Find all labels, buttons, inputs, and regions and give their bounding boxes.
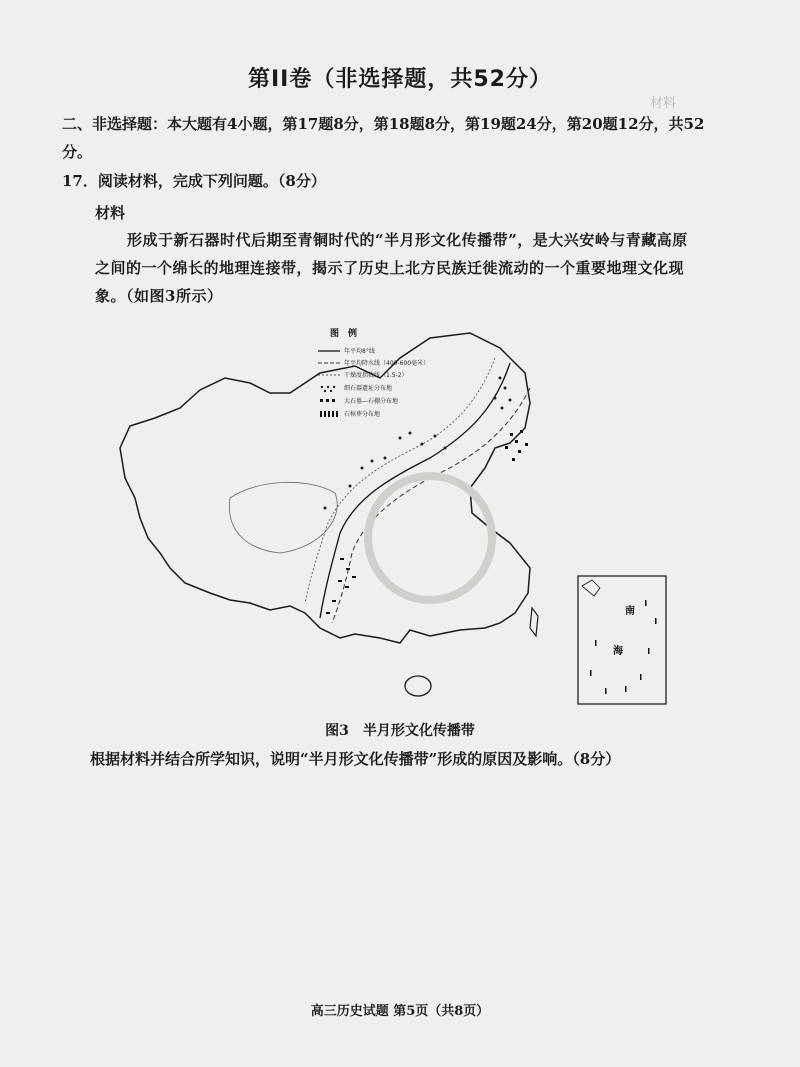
half-moon-belt-map xyxy=(100,318,700,718)
section-heading: 二、非选择题：本大题有4小题，第17题8分，第18题8分，第19题24分，第20题12分，共52分。 xyxy=(62,115,705,161)
figure-caption: 图3 半月形文化传播带 xyxy=(325,723,475,739)
legend-title: 图 例 xyxy=(330,329,358,339)
legend-item: 年平均降水线（400-600毫米） xyxy=(344,360,430,367)
volume-title: 第II卷（非选择题，共52分） xyxy=(248,67,552,92)
legend-item: 细石器遗址分布地 xyxy=(344,385,393,392)
question-17-stem: 17．阅读材料，完成下列问题。（8分） xyxy=(62,172,326,190)
legend-item: 大石墓—石棚分布地 xyxy=(344,398,399,405)
stone-tomb-sites xyxy=(505,430,528,461)
bleed-through-text: 材料 xyxy=(650,96,677,111)
material-label: 材料 xyxy=(95,204,126,222)
seal-watermark xyxy=(368,476,492,600)
precipitation-line xyxy=(332,388,530,623)
legend-item: 干燥度指数线（1.5-2） xyxy=(344,372,408,379)
microlith-sites xyxy=(324,377,512,510)
south-china-sea-inset xyxy=(578,576,666,704)
hainan-island xyxy=(405,676,431,696)
dryness-loop xyxy=(229,482,337,553)
map-legend xyxy=(318,327,429,418)
inset-label: 海 xyxy=(613,646,623,657)
inset-label: 南 xyxy=(625,606,635,617)
stone-coffin-sites xyxy=(326,558,356,614)
legend-item: 石棺葬分布地 xyxy=(344,411,381,418)
legend-item: 年平均8°线 xyxy=(344,348,375,355)
taiwan-island xyxy=(530,608,538,636)
material-text: 形成于新石器时代后期至青铜时代的“半月形文化传播带”，是大兴安岭与青藏高原之间的一个绵长的地理连接带，揭示了历史上北方民族迁徙流动的一个重要地理文化现象。（如图3所示） xyxy=(95,231,688,305)
page-footer: 高三历史试题 第5页（共8页） xyxy=(310,1004,490,1019)
question-17-prompt: 根据材料并结合所学知识，说明“半月形文化传播带”形成的原因及影响。（8分） xyxy=(90,750,621,768)
